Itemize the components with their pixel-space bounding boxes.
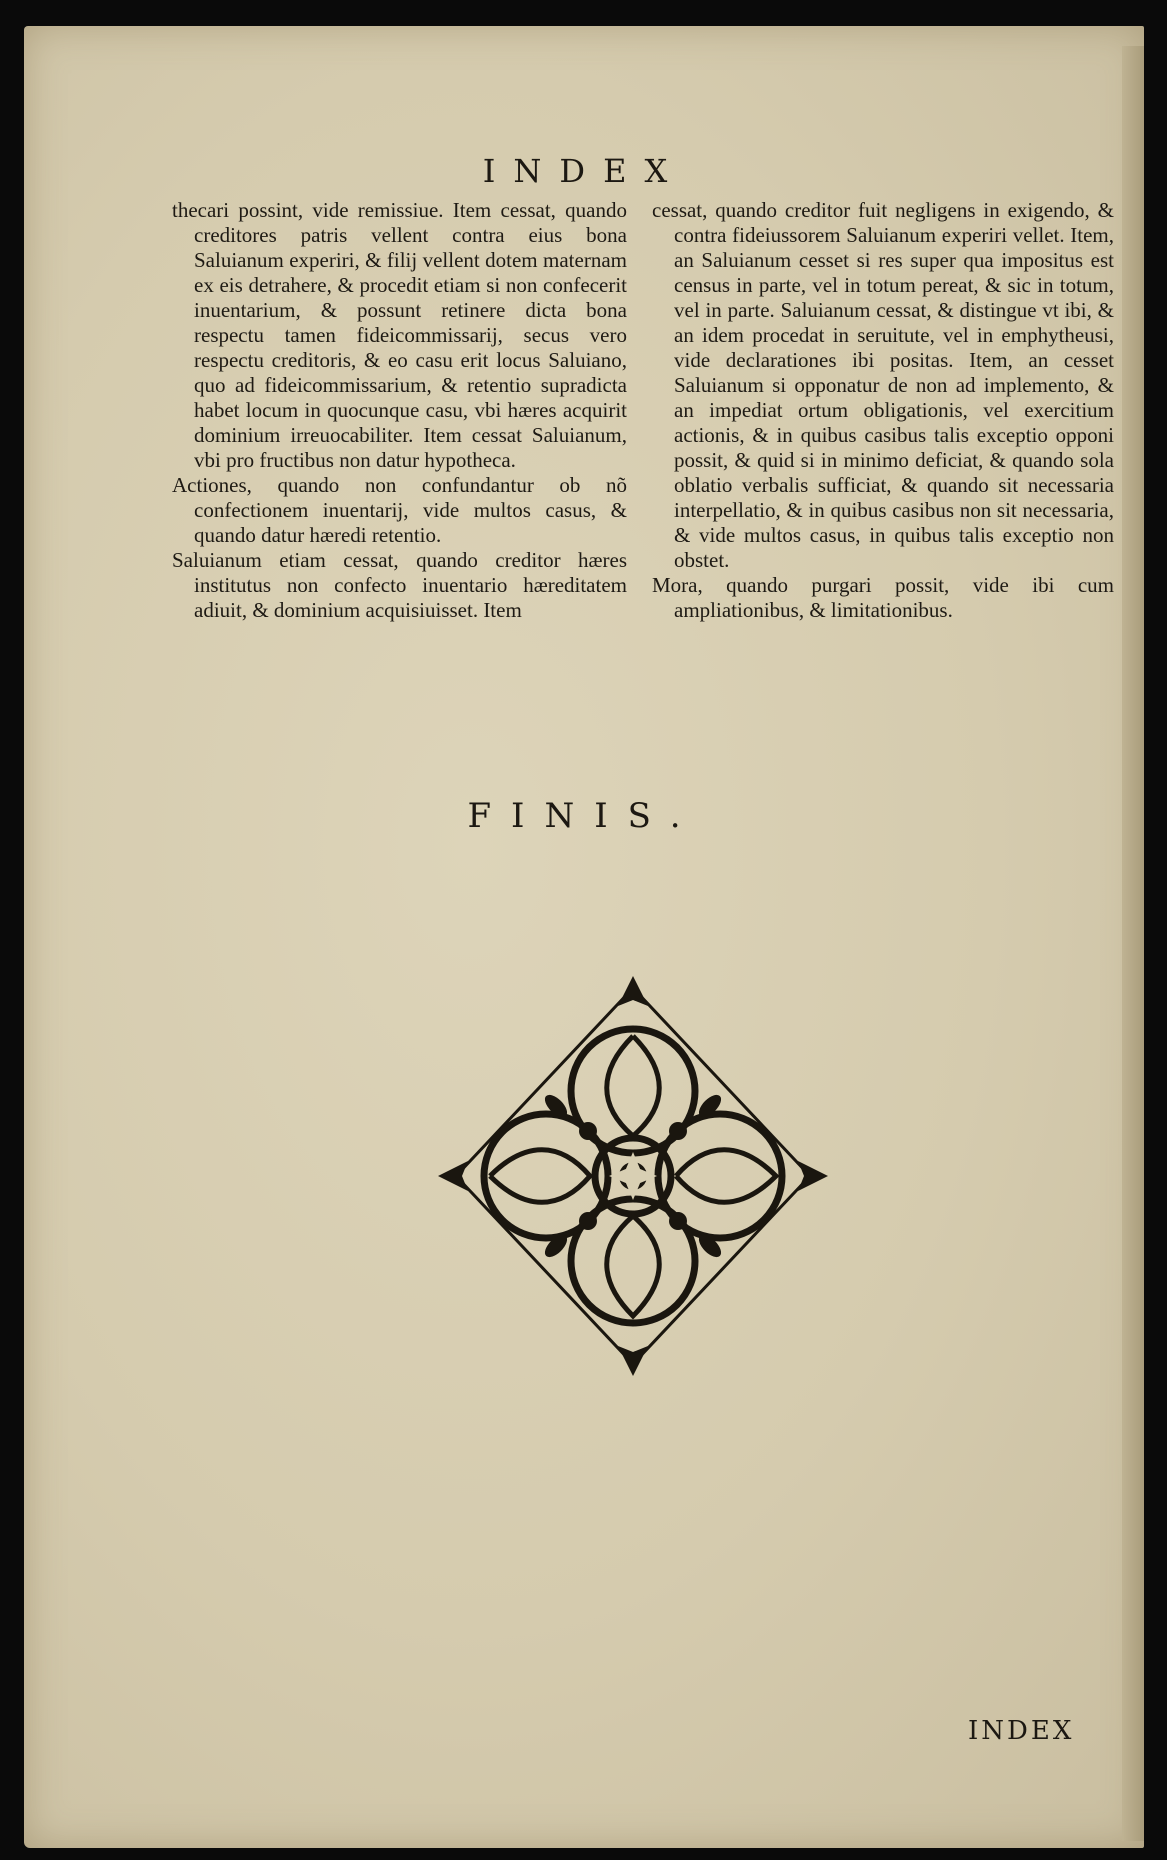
index-entry: thecari possint, vide remissiue. Item cessat, quando creditores patris vellent contra eius bona Saluianum experiri, & filij vellent dotem maternam ex eis detrahere, & procedit etiam si non confecerit inuentarium, & possunt retinere dicta bona respectu tamen fideicommissarij, secus vero respectu creditoris, & eo casu erit locus Saluiano, quo ad fideicommissarium, & retentio supradicta habet locum in quocunque casu, vbi hæres acquirit dominium irreuocabiliter. Item cessat Saluianum, vbi pro fructibus non datur hypotheca.: [172, 198, 627, 472]
index-entry: Saluianum etiam cessat, quando creditor hæres institutus non confecto inuentario hæreditatem adiuit, & dominium acquisiuisset. Item: [172, 548, 627, 622]
index-column-left: [172, 198, 627, 623]
index-entry: Mora, quando purgari possit, vide ibi cum ampliationibus, & limitationibus.: [652, 573, 1114, 622]
index-entry: Actiones, quando non confundantur ob nõ confectionem inuentarij, vide multos casus, & quando datur hæredi retentio.: [172, 473, 627, 547]
printers-ornament-icon: [438, 976, 828, 1376]
finis-heading: FINIS.: [467, 796, 701, 836]
index-entry: cessat, quando creditor fuit negligens in exigendo, & contra fideiussorem Saluianum experiri vellet. Item, an Saluianum cesset si res super qua impositus est census in parte, vel in totum pereat, & sic in totum, vel in parte. Saluianum cessat, & distingue vt ibi, & an idem procedat in seruitute, vel in emphytheusi, vide declarationes ibi positas. Item, an cesset Saluianum si opponatur de non ad implemento, & an impediat ortum obligationis, vel exercitium actionis, & in quibus casibus talis exceptio opponi possit, & quid si in minimo deficiat, & quando sola oblatio verbalis sufficiat, & quando sit necessaria interpellatio, & in quibus casibus non sit necessaria, & vide multos casus, in quibus talis exceptio non obstet.: [652, 198, 1114, 572]
page-edge: [1122, 46, 1144, 1841]
index-column-right: [652, 198, 1114, 623]
catchword: INDEX: [968, 1716, 1075, 1746]
running-head: INDEX: [482, 152, 686, 190]
book-page: [24, 26, 1144, 1848]
